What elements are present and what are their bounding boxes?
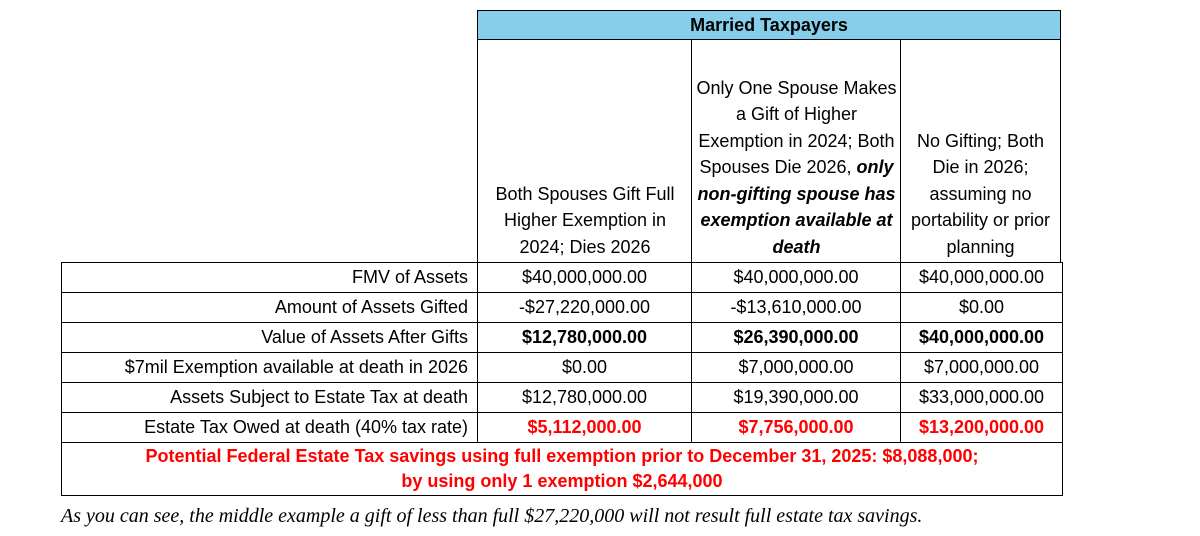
column-header-text: Both Spouses Gift Full Higher Exemption in 2024; Dies 2026 <box>495 183 675 257</box>
estate-tax-table <box>61 262 1063 496</box>
row-label: Assets Subject to Estate Tax at death <box>62 383 478 413</box>
savings-line-1: Potential Federal Estate Tax savings using full exemption prior to December 31, 2025: $8,088,000; <box>145 446 979 466</box>
column-header-one-gift <box>691 40 901 263</box>
column-header-both-gift <box>477 40 692 263</box>
cell-value: $13,200,000.00 <box>901 413 1063 443</box>
cell-value: $40,000,000.00 <box>478 263 692 293</box>
cell-value: $12,780,000.00 <box>478 323 692 353</box>
cell-value: $7,000,000.00 <box>901 353 1063 383</box>
footnote: As you can see, the middle example a gift of less than full $27,220,000 will not result full estate tax savings. <box>61 505 923 527</box>
cell-value: -$13,610,000.00 <box>692 293 901 323</box>
cell-value: $5,112,000.00 <box>478 413 692 443</box>
row-label: Amount of Assets Gifted <box>62 293 478 323</box>
column-header-text <box>696 75 897 261</box>
cell-value: $40,000,000.00 <box>692 263 901 293</box>
column-header-text: No Gifting; Both Die in 2026; assuming no portability or prior planning <box>910 130 1051 257</box>
cell-value: $26,390,000.00 <box>692 323 901 353</box>
table-row <box>62 263 1063 293</box>
savings-row <box>62 443 1063 496</box>
table-title: Married Taxpayers <box>477 10 1061 40</box>
row-label: $7mil Exemption available at death in 2026 <box>62 353 478 383</box>
cell-value: -$27,220,000.00 <box>478 293 692 323</box>
column-header-no-gift <box>900 40 1061 263</box>
row-label: Estate Tax Owed at death (40% tax rate) <box>62 413 478 443</box>
column-header-plain: Only One Spouse Makes a Gift of Higher Exemption in 2024; Both Spouses Die 2026, <box>696 77 897 177</box>
cell-value: $12,780,000.00 <box>478 383 692 413</box>
column-header-emphasis: only non-gifting spouse has exemption available at death <box>697 157 896 257</box>
cell-value: $33,000,000.00 <box>901 383 1063 413</box>
cell-value: $7,000,000.00 <box>692 353 901 383</box>
cell-value: $19,390,000.00 <box>692 383 901 413</box>
table-row <box>62 323 1063 353</box>
cell-value: $0.00 <box>901 293 1063 323</box>
table-row <box>62 353 1063 383</box>
row-label: Value of Assets After Gifts <box>62 323 478 353</box>
cell-value: $40,000,000.00 <box>901 323 1063 353</box>
savings-cell <box>62 443 1063 496</box>
table-row <box>62 383 1063 413</box>
cell-value: $7,756,000.00 <box>692 413 901 443</box>
table-row <box>62 293 1063 323</box>
table-row <box>62 413 1063 443</box>
savings-line-2: by using only 1 exemption $2,644,000 <box>401 471 723 491</box>
cell-value: $0.00 <box>478 353 692 383</box>
row-label: FMV of Assets <box>62 263 478 293</box>
cell-value: $40,000,000.00 <box>901 263 1063 293</box>
